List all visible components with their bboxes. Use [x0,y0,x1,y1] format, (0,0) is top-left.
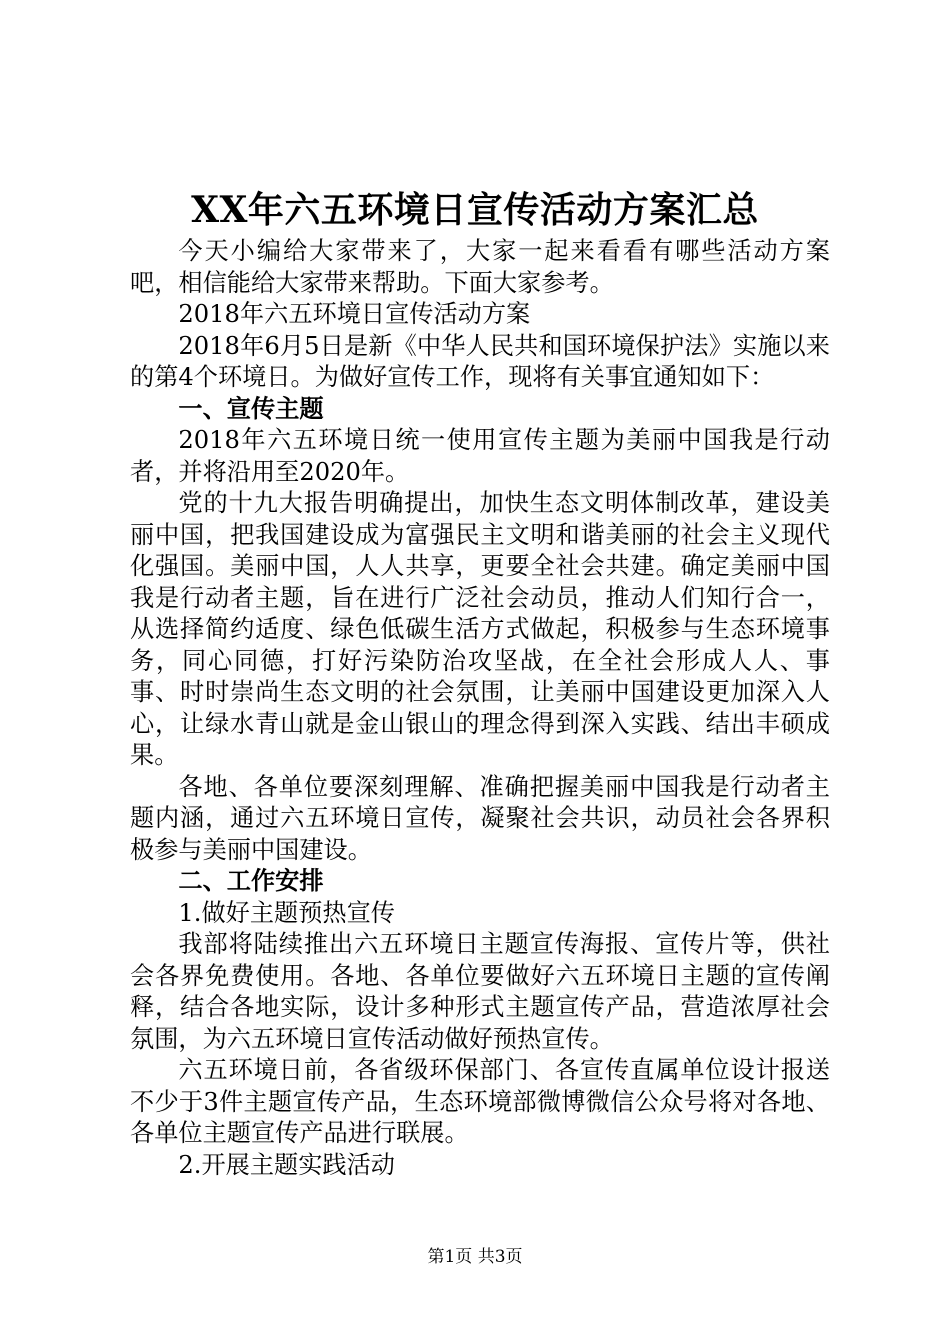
plan-subtitle: 2018年六五环境日宣传活动方案 [178,300,531,328]
subheading-preheat: 1.做好主题预热宣传 [178,898,395,927]
section-heading-work: 二、工作安排 [178,867,324,895]
page-footer: 第1页 共3页 [427,1247,523,1267]
section-heading-theme: 一、宣传主题 [178,394,324,423]
preheat-paragraph: 我部将陆续推出六五环境日主题宣传海报、宣传片等，供社会各界免费使用。各地、各单位要做好六五环境日主题的宣传阐释，结合各地实际，设计多种形式主题宣传产品，营造浓厚社会氛围，为六五环境日宣传活动做好预热宣传。 [130,930,830,1053]
products-paragraph: 六五环境日前，各省级环保部门、各宣传直属单位设计报送不少于3件主题宣传产品，生态环境部微博微信公众号将对各地、各单位主题宣传产品进行联展。 [130,1056,830,1147]
report-paragraph: 党的十九大报告明确提出，加快生态文明体制改革，建设美丽中国，把我国建设成为富强民主文明和谐美丽的社会主义现代化强国。美丽中国，人人共享，更要全社会共建。确定美丽中国我是行动者主题，旨在进行广泛社会动员，推动人们知行合一，从选择简约适度、绿色低碳生活方式做起，积极参与生态环境事务，同心同德，打好污染防治攻坚战，在全社会形成人人、事事、时时崇尚生态文明的社会氛围，让美丽中国建设更加深入人心，让绿水青山就是金山银山的理念得到深入实践、结出丰硕成果。 [130,489,830,769]
intro-paragraph: 今天小编给大家带来了，大家一起来看看有哪些活动方案吧，相信能给大家带来帮助。下面大家参考。 [130,237,830,297]
document-body [130,236,830,1181]
document-title: XX年六五环境日宣传活动方案汇总 [191,189,759,231]
theme-paragraph: 2018年六五环境日统一使用宣传主题为美丽中国我是行动者，并将沿用至2020年。 [130,426,830,486]
understanding-paragraph: 各地、各单位要深刻理解、准确把握美丽中国我是行动者主题内涵，通过六五环境日宣传，凝聚社会共识，动员社会各界积极参与美丽中国建设。 [130,772,830,864]
notice-paragraph: 2018年6月5日是新《中华人民共和国环境保护法》实施以来的第4个环境日。为做好宣传工作，现将有关事宜通知如下： [130,331,830,391]
subheading-practice: 2.开展主题实践活动 [178,1150,395,1179]
